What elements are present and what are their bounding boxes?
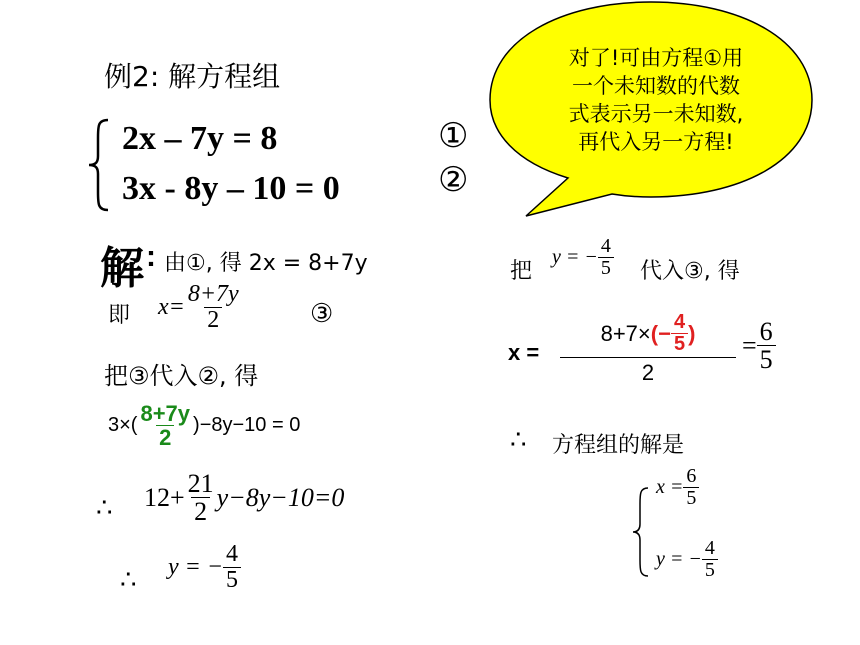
equation-1: 2x – 7y = 8 <box>122 120 278 157</box>
answer-y-fraction <box>702 538 718 581</box>
answer-x-denominator: 5 <box>683 487 699 509</box>
step-1: 由①, 得 2x = 8+7y <box>164 251 368 276</box>
answer-y-lhs: y = − <box>656 548 702 570</box>
x-big-denominator: 2 <box>560 357 736 386</box>
answer-y-denominator: 5 <box>702 559 718 581</box>
answer-y <box>656 538 718 581</box>
y-lhs-left: y = − <box>168 554 224 581</box>
line-4-expression <box>144 470 344 526</box>
x-result-expression <box>742 318 776 374</box>
conclusion-text: 方程组的解是 <box>552 433 685 458</box>
y-sub-expression <box>552 236 614 279</box>
answer-x-numerator: 6 <box>686 465 697 487</box>
x-numerator: 8+7y <box>187 281 239 307</box>
answer-y-numerator: 4 <box>704 537 715 559</box>
x-result-denominator: 5 <box>757 345 776 373</box>
line4-fraction <box>185 470 217 526</box>
red-numerator: 4 <box>673 311 686 333</box>
y-denominator-left: 5 <box>223 567 241 593</box>
y-sub-fraction <box>598 236 614 279</box>
y-fraction-left <box>223 542 241 593</box>
answer-x <box>656 466 699 509</box>
x-result-fraction <box>757 318 776 374</box>
ba-label: 把 <box>510 259 533 284</box>
x-equals-label: x = <box>508 340 540 365</box>
x-big-fraction <box>560 312 736 386</box>
x-lhs: x= <box>158 294 185 321</box>
x-result-equals: = <box>742 330 757 360</box>
ji-label: 即 <box>108 303 131 328</box>
sub-fraction <box>137 402 193 449</box>
line4-denominator: 2 <box>191 497 210 525</box>
line4-prefix: 12+ <box>144 482 185 512</box>
equation-1-marker: ① <box>438 117 469 155</box>
sub-numerator: 8+7y <box>140 401 191 426</box>
answer-x-lhs: x = <box>656 476 684 498</box>
bubble-line-2: 一个未知数的代数 <box>572 74 740 98</box>
jie-colon: : <box>146 240 156 273</box>
y-sub-numerator: 4 <box>600 235 611 257</box>
bubble-line-3: 式表示另一未知数, <box>568 102 744 126</box>
therefore-2: ∴ <box>120 564 137 594</box>
therefore-3: ∴ <box>510 424 527 454</box>
y-sub-lhs: y = − <box>552 246 598 268</box>
answer-brace <box>630 486 652 578</box>
jie-label: 解 <box>100 243 144 294</box>
bubble-line-4: 再代入另一方程! <box>578 130 734 154</box>
sub-denominator: 2 <box>156 425 174 449</box>
red-denominator: 5 <box>671 333 688 355</box>
therefore-1: ∴ <box>96 492 113 522</box>
page-title: 例2: 解方程组 <box>104 60 281 93</box>
x-big-numerator <box>597 312 700 357</box>
sub-prefix: 3×( <box>108 414 138 437</box>
big-num-paren-open: (− <box>650 320 671 346</box>
equation-2: 3x - 8y – 10 = 0 <box>122 170 340 207</box>
y-sub-denominator: 5 <box>598 257 614 279</box>
x-denominator: 2 <box>204 307 222 333</box>
dairu-label: 代入③, 得 <box>640 259 740 284</box>
left-brace <box>86 118 114 212</box>
y-result-left <box>168 542 241 593</box>
red-fraction <box>671 312 688 355</box>
equation-2-marker: ② <box>438 161 469 199</box>
sub-suffix: )−8y−10 = 0 <box>193 414 301 437</box>
step-2: 把③代入②, 得 <box>104 362 259 390</box>
bubble-line-1: 对了!可由方程①用 <box>568 46 744 70</box>
line4-numerator: 21 <box>187 469 214 498</box>
answer-x-fraction <box>683 466 699 509</box>
big-num-paren-close: ) <box>688 320 696 346</box>
substitution-line <box>108 402 300 449</box>
x-fraction <box>185 282 242 333</box>
y-numerator-left: 4 <box>226 541 239 567</box>
equation-3-marker: ③ <box>310 298 334 328</box>
x-expression <box>158 282 242 333</box>
line4-suffix: y−8y−10=0 <box>216 482 345 512</box>
x-result-numerator: 6 <box>759 317 773 346</box>
big-num-prefix: 8+7× <box>600 320 651 346</box>
